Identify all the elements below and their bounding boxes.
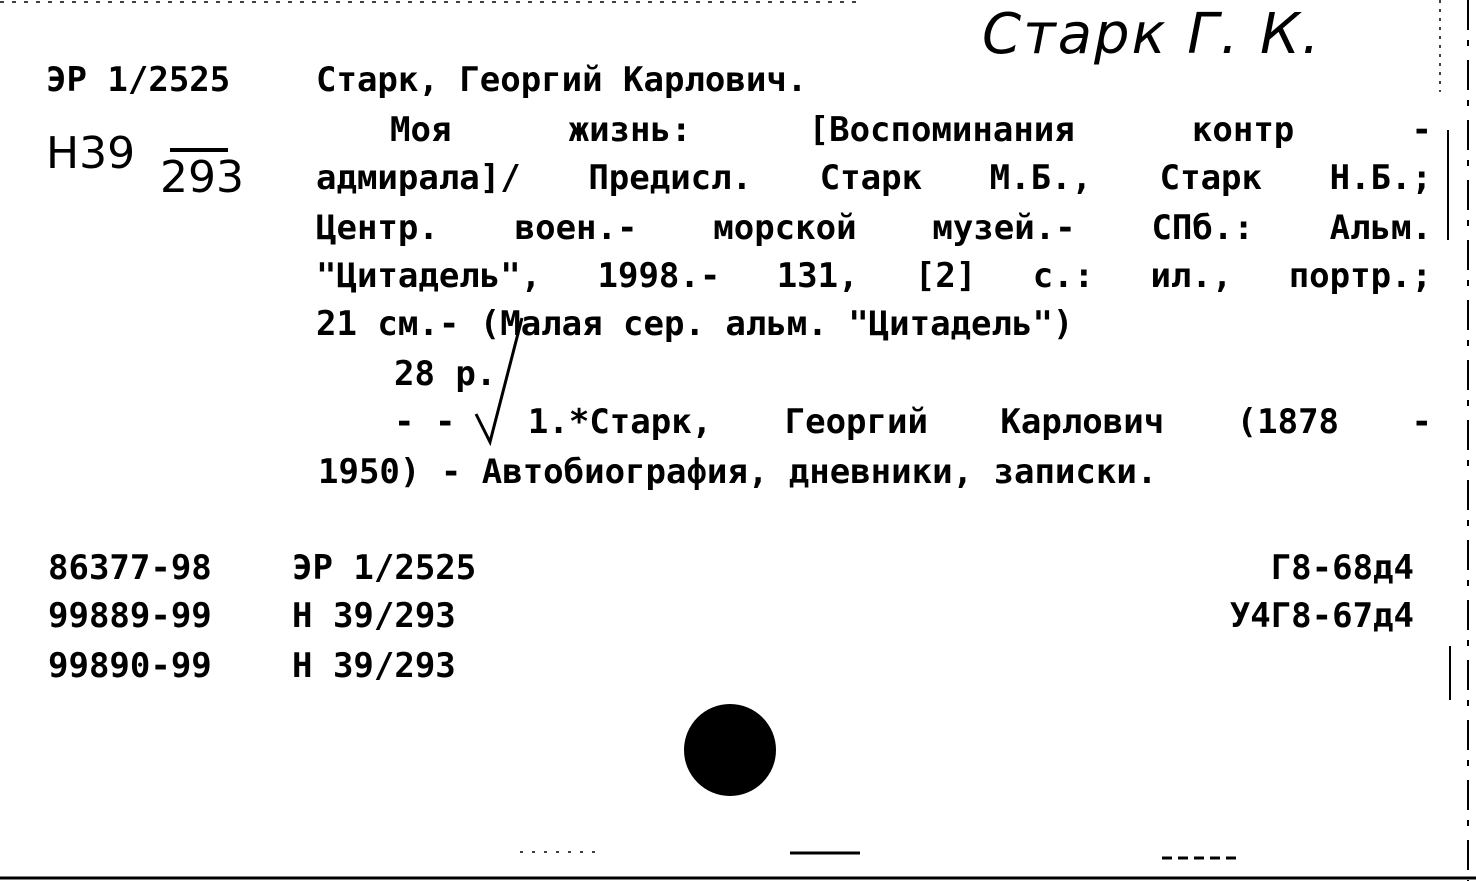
word: [Воспоминания (808, 110, 1075, 150)
author-heading: Старк, Георгий Карлович. (316, 60, 808, 100)
series-line: 21 см.- (Малая сер. альм. "Цитадель") (316, 304, 1074, 344)
word: (1878 (1236, 402, 1340, 442)
handwritten-shelf-top: Н39 (46, 128, 136, 179)
holding-shelf-3: Н 39/293 (292, 646, 456, 686)
word: адмирала]/ (316, 158, 521, 198)
word: СПб.: (1151, 208, 1254, 248)
word: Старк (819, 158, 923, 198)
holding-shelf-2: Н 39/293 (292, 596, 456, 636)
word: - (1411, 110, 1432, 150)
holding-shelf-1: ЭР 1/2525 (292, 548, 477, 588)
word: Центр. (316, 208, 439, 248)
word: - (1411, 402, 1432, 442)
handwritten-shelf-bottom: 293 (160, 152, 244, 203)
punch-hole-icon (684, 704, 776, 796)
handwritten-name: Старк Г. К. (982, 2, 1322, 67)
word: морской (713, 208, 857, 248)
word: Н.Б.; (1329, 158, 1432, 198)
word: контр (1191, 110, 1295, 150)
word: "Цитадель", (316, 256, 542, 296)
word: ил., (1150, 256, 1233, 296)
description-line-4 (316, 252, 1432, 300)
shelf-mark: ЭР 1/2525 (46, 60, 231, 100)
word: Альм. (1329, 208, 1432, 248)
word: с.: (1032, 256, 1095, 296)
description-line-1 (390, 106, 1432, 154)
word: Предисл. (588, 158, 753, 198)
word: жизнь: (568, 110, 692, 150)
word: портр.; (1288, 256, 1432, 296)
holding-number-2: 99889-99 (48, 596, 212, 636)
word: Карлович (1000, 402, 1165, 442)
subject-line-2: 1950) - Автобиография, дневники, записки. (318, 452, 1158, 492)
word: Старк (1159, 158, 1262, 198)
word: 1998.- (597, 256, 721, 296)
word: Моя (390, 110, 452, 150)
word: 131, (776, 256, 859, 296)
word: М.Б., (989, 158, 1093, 198)
holding-number-1: 86377-98 (48, 548, 212, 588)
holding-number-3: 99890-99 (48, 646, 212, 686)
subject-line-1 (394, 398, 1432, 446)
word: 1.*Старк, (527, 402, 713, 442)
word: [2] (914, 256, 977, 296)
word: воен.- (514, 208, 638, 248)
description-line-2 (316, 154, 1432, 202)
word: - - (394, 402, 456, 442)
word: Георгий (784, 402, 928, 442)
classification-2: У4Г8-67д4 (1229, 596, 1414, 636)
price: 28 р. (394, 354, 497, 394)
word: музей.- (932, 208, 1076, 248)
description-line-3 (316, 204, 1432, 252)
classification-1: Г8-68д4 (1270, 548, 1414, 588)
